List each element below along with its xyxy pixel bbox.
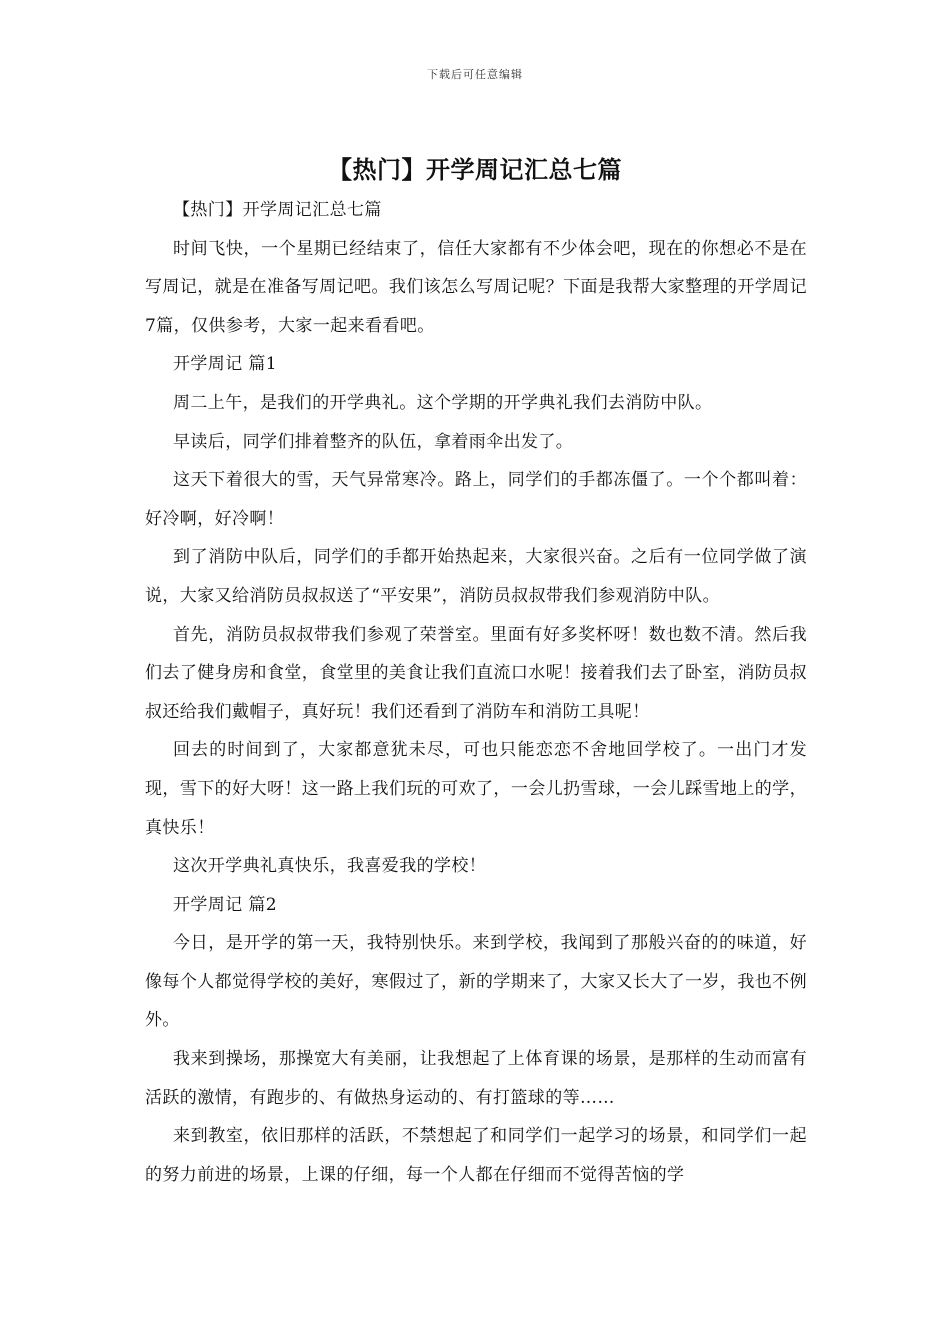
paragraph: 到了消防中队后，同学们的手都开始热起来，大家很兴奋。之后有一位同学做了演说，大家又给消防员叔叔送了“平安果”，消防员叔叔带我们参观消防中队。 xyxy=(145,547,807,606)
paragraph: 首先，消防员叔叔带我们参观了荣誉室。里面有好多奖杯呀！数也数不清。然后我们去了健身房和食堂，食堂里的美食让我们直流口水呢！接着我们去了卧室，消防员叔叔还给我们戴帽子，真好玩！我们还看到了消防车和消防工具呢！ xyxy=(145,624,807,722)
paragraph: 【热门】开学周记汇总七篇 xyxy=(173,200,382,220)
paragraph: 来到教室，依旧那样的活跃，不禁想起了和同学们一起学习的场景，和同学们一起的努力前进的场景，上课的仔细，每一个人都在仔细而不觉得苦恼的学 xyxy=(145,1126,807,1185)
paragraph: 早读后，同学们排着整齐的队伍，拿着雨伞出发了。 xyxy=(173,431,574,452)
paragraph: 这次开学典礼真快乐，我喜爱我的学校！ xyxy=(173,856,487,877)
section-heading: 开学周记 篇2 xyxy=(173,894,278,915)
document-body xyxy=(145,191,807,1194)
paragraph: 周二上午，是我们的开学典礼。这个学期的开学典礼我们去消防中队。 xyxy=(173,392,713,413)
paragraph: 时间飞快，一个星期已经结束了，信任大家都有不少体会吧，现在的你想必不是在写周记，就是在准备写周记吧。我们该怎么写周记呢？下面是我帮大家整理的开学周记7篇，仅供参考，大家一起来看看吧。 xyxy=(145,238,807,336)
paragraph: 今日，是开学的第一天，我特别快乐。来到学校，我闻到了那般兴奋的的味道，好像每个人都觉得学校的美好，寒假过了，新的学期来了，大家又长大了一岁，我也不例外。 xyxy=(145,933,807,1031)
paragraph: 回去的时间到了，大家都意犹未尽，可也只能恋恋不舍地回学校了。一出门才发现，雪下的好大呀！这一路上我们玩的可欢了，一会儿扔雪球，一会儿踩雪地上的学，真快乐！ xyxy=(145,740,807,838)
paragraph: 我来到操场，那操宽大有美丽，让我想起了上体育课的场景，是那样的生动而富有活跃的激情，有跑步的、有做热身运动的、有打篮球的等…… xyxy=(145,1049,807,1108)
document-title: 【热门】开学周记汇总七篇 xyxy=(328,155,622,184)
section-heading: 开学周记 篇1 xyxy=(173,354,278,375)
paragraph: 这天下着很大的雪，天气异常寒冷。路上，同学们的手都冻僵了。一个个都叫着：好冷啊，好冷啊！ xyxy=(145,470,807,529)
header-note: 下载后可任意编辑 xyxy=(427,68,523,81)
